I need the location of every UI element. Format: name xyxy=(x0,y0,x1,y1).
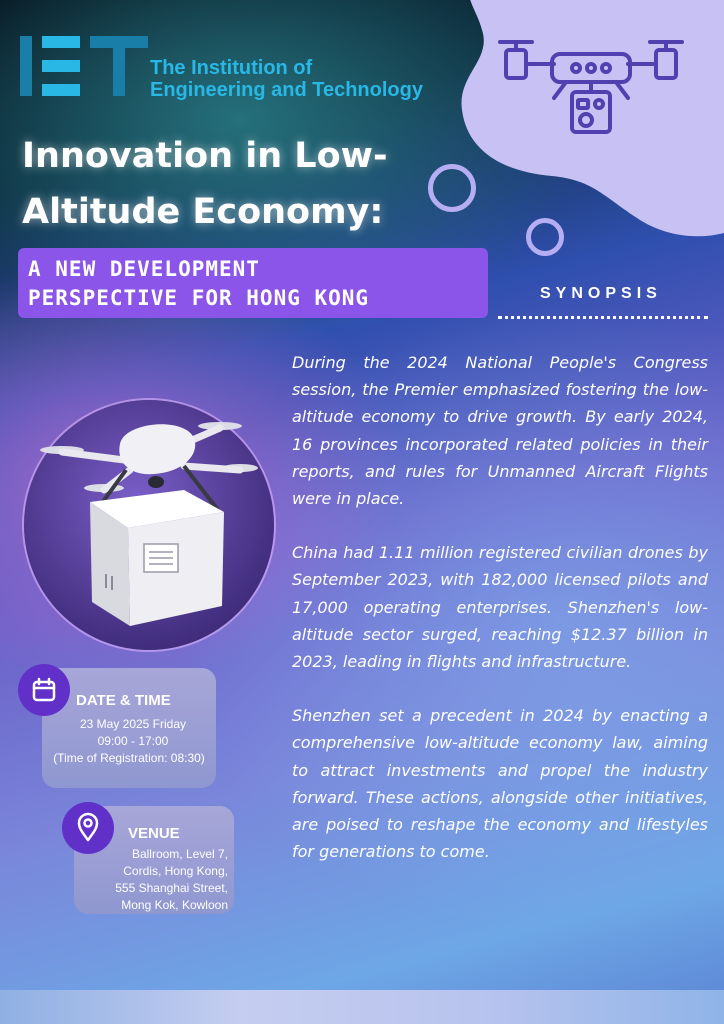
date-time-title: DATE & TIME xyxy=(76,692,171,709)
venue-line-3: 555 Shanghai Street, xyxy=(115,881,228,895)
event-subtitle-line1: A NEW DEVELOPMENT xyxy=(28,257,260,281)
iet-logo-icon xyxy=(20,36,148,96)
event-title-line2: Altitude Economy: xyxy=(22,192,384,232)
registration-time: (Time of Registration: 08:30) xyxy=(53,751,205,765)
location-pin-icon xyxy=(62,802,114,854)
organization-name-line1: The Institution of xyxy=(150,57,313,79)
venue-icon-circle xyxy=(62,802,114,854)
drone-with-camera-icon xyxy=(496,36,686,146)
venue-line-1: Ballroom, Level 7, xyxy=(131,847,228,861)
decorative-ring-small xyxy=(526,218,564,256)
synopsis-divider xyxy=(498,316,708,319)
event-subtitle xyxy=(28,255,369,313)
synopsis-paragraph-1: During the 2024 National People's Congress session, the Premier emphasized fostering the low-altitude economy to drive growth. By early 2024, 16 provinces incorporated related policies in their reports, and rules for Unmanned Aircraft Flights were in place. xyxy=(292,353,708,509)
calendar-icon xyxy=(18,664,70,716)
synopsis-heading: SYNOPSIS xyxy=(540,285,662,302)
event-title xyxy=(22,128,442,240)
venue-line-4: Mong Kok, Kowloon xyxy=(121,898,228,912)
event-title-line1: Innovation in Low- xyxy=(22,136,388,176)
event-date: 23 May 2025 Friday xyxy=(79,717,187,731)
delivery-drone-illustration xyxy=(34,404,264,634)
synopsis-body xyxy=(292,349,708,892)
date-time-icon-circle xyxy=(18,664,70,716)
organization-name-line2: Engineering and Technology xyxy=(150,79,423,101)
venue-title: VENUE xyxy=(128,825,180,842)
footer-band xyxy=(0,990,724,1024)
venue-line-2: Cordis, Hong Kong, xyxy=(123,864,228,878)
synopsis-paragraph-3: Shenzhen set a precedent in 2024 by enacting a comprehensive low-altitude economy law, aiming to attract investments and propel the industry forward. These actions, alongside other initiatives, are poised to reshape the economy and lifestyles for generations to come. xyxy=(292,706,708,862)
event-subtitle-line2: PERSPECTIVE FOR HONG KONG xyxy=(28,286,370,310)
event-time: 09:00 - 17:00 xyxy=(97,734,169,748)
synopsis-paragraph-2: China had 1.11 million registered civilian drones by September 2023, with 182,000 licensed pilots and 17,000 operating enterprises. Shenzhen's low-altitude sector surged, reaching $12.37 billion in 2023, leading in flights and infrastructure. xyxy=(292,543,708,672)
organization-name xyxy=(150,57,423,101)
